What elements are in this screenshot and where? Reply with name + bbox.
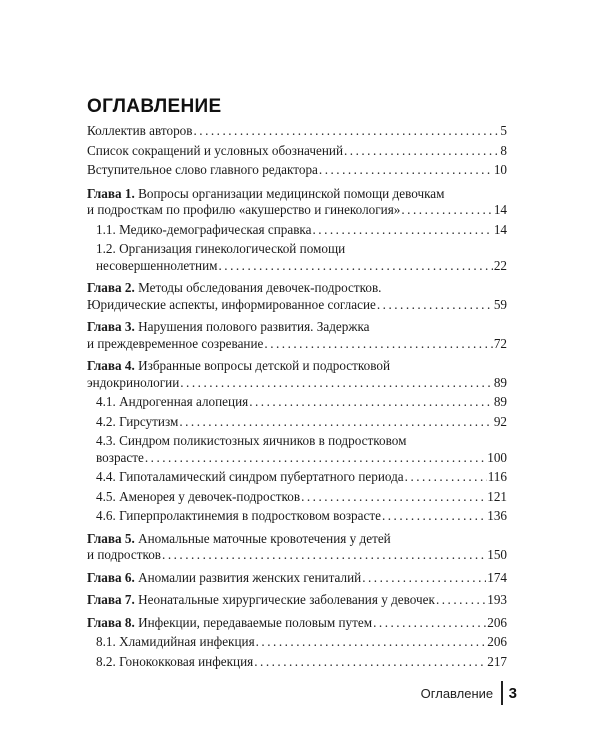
toc-page-number: 14: [493, 221, 507, 237]
dot-leader: [218, 258, 492, 275]
toc-entry-line: [87, 547, 507, 564]
toc-section-entry[interactable]: [87, 433, 507, 466]
toc-entry-title: Список сокращений и условных обозначений: [87, 142, 343, 158]
toc-entry-text: [96, 241, 345, 258]
toc-entry-line: [87, 162, 507, 179]
toc-entry[interactable]: [87, 143, 507, 160]
toc-entry-text: [87, 162, 318, 179]
toc-entry-line: [87, 123, 507, 140]
toc-page-number: 150: [487, 547, 507, 562]
dot-leader: [401, 202, 492, 219]
toc-section-entry[interactable]: [87, 222, 507, 239]
toc-entry-title: Инфекции, передаваемые половым путем: [138, 614, 373, 630]
dot-leader: [301, 489, 486, 506]
dot-leader: [145, 450, 486, 467]
toc-entry-text: [87, 319, 370, 336]
dot-leader: [194, 123, 500, 140]
toc-entry-text: [87, 375, 179, 392]
toc-entry-line: [96, 508, 507, 525]
toc-entry-line: [87, 297, 507, 314]
toc-page-number: 136: [487, 508, 507, 523]
dot-leader: [162, 547, 486, 564]
toc-page-number: 89: [493, 374, 507, 390]
toc-entry-title: Аномалии развития женских гениталий: [138, 569, 362, 585]
toc-page-number: 116: [487, 469, 507, 484]
toc-page-number: 8: [500, 142, 507, 158]
toc-entry-title: Избранные вопросы детской и подростковой: [138, 358, 391, 373]
chapter-label: Глава 6.: [87, 569, 135, 585]
toc-page-number: 206: [487, 614, 507, 630]
toc-entry-text: [96, 634, 255, 651]
toc-entry-line: [96, 414, 507, 431]
toc-entry-title: эндокринологии: [87, 374, 180, 390]
chapter-label: Глава 8.: [87, 614, 135, 630]
toc-entry-title: Вопросы организации медицинской помощи девочкам: [138, 185, 445, 201]
toc-chapter-entry[interactable]: [87, 319, 507, 352]
toc-entry-line: [87, 143, 507, 160]
toc-entry-line: [96, 222, 507, 239]
toc-chapter-entry[interactable]: [87, 592, 507, 609]
dot-leader: [436, 592, 486, 609]
toc-section-entry[interactable]: [87, 508, 507, 525]
toc-entry-line: [87, 202, 507, 219]
toc-chapter-entry[interactable]: [87, 615, 507, 632]
toc-entry[interactable]: [87, 123, 507, 140]
toc-entry-text: [87, 531, 391, 548]
toc-entry-title: несовершеннолетним: [96, 257, 218, 273]
toc-entry-title: 4.6. Гиперпролактинемия в подростковом возрасте: [96, 508, 381, 523]
toc-entry-line: [87, 615, 507, 632]
toc-entry-line: [96, 489, 507, 506]
toc-entry-title: 4.1. Андрогенная алопеция: [96, 394, 249, 409]
toc-page-number: 10: [493, 162, 507, 177]
toc-entry-text: [87, 280, 381, 297]
toc-chapter-entry[interactable]: [87, 358, 507, 391]
page-footer: [421, 681, 517, 705]
toc-entry-line: [87, 531, 507, 548]
toc-entry-title: 8.1. Хламидийная инфекция: [96, 634, 255, 649]
toc-entry-text: [96, 258, 217, 275]
toc-page-number: 22: [493, 257, 507, 273]
running-footer-label: Оглавление: [420, 685, 494, 701]
toc-entry-title: 4.2. Гирсутизм: [96, 413, 179, 429]
toc-chapter-entry[interactable]: [87, 186, 507, 219]
toc-page-number: 72: [493, 335, 507, 351]
footer-divider: [501, 681, 503, 705]
toc-entry-title: Аномальные маточные кровотечения у детей: [138, 530, 391, 546]
toc-entry-text: [96, 469, 404, 486]
toc-entry-line: [96, 469, 507, 486]
toc-entry-line: [87, 358, 507, 375]
toc-chapter-entry[interactable]: [87, 280, 507, 313]
toc-entry-text: [87, 615, 372, 632]
toc-entry-text: [87, 358, 390, 375]
toc-entry[interactable]: [87, 162, 507, 179]
chapter-label: Глава 7.: [87, 592, 135, 607]
toc-entry-line: [96, 394, 507, 411]
toc-entry-text: [96, 489, 300, 506]
toc-page-number: 206: [487, 634, 507, 649]
dot-leader: [362, 570, 486, 587]
toc-section-entry[interactable]: [87, 241, 507, 274]
dot-leader: [344, 143, 499, 160]
toc-page-number: 92: [493, 413, 507, 429]
toc-entry-line: [96, 258, 507, 275]
dot-leader: [264, 336, 492, 353]
toc-entry-title: Вступительное слово главного редактора: [87, 162, 318, 177]
toc-entry-line: [96, 450, 507, 467]
toc-entry-text: [87, 202, 400, 219]
toc-chapter-entry[interactable]: [87, 570, 507, 587]
chapter-label: Глава 3.: [87, 319, 135, 334]
toc-heading: ОГЛАВЛЕНИЕ: [87, 96, 222, 117]
toc-entry-line: [96, 634, 507, 651]
dot-leader: [377, 297, 493, 314]
toc-entry-line: [87, 319, 507, 336]
toc-page-number: 174: [487, 569, 507, 585]
toc-entry-line: [87, 280, 507, 297]
toc-entry-title: и подросткам по профилю «акушерство и гинекология»: [87, 202, 401, 217]
toc-section-entry[interactable]: [87, 489, 507, 506]
toc-entry-text: [87, 592, 435, 609]
toc-entry-line: [87, 186, 507, 203]
toc-entry-text: [87, 143, 343, 160]
toc-page-number: 89: [493, 394, 507, 409]
toc-entry-title: и преждевременное созревание: [87, 335, 264, 351]
toc-entry-title: 4.5. Аменорея у девочек-подростков: [96, 488, 301, 504]
dot-leader: [373, 615, 486, 632]
toc-page-number: 217: [487, 653, 507, 669]
toc-entry-text: [96, 394, 248, 411]
toc-page-number: 59: [493, 296, 507, 312]
toc-chapter-entry[interactable]: [87, 531, 507, 564]
toc-entry-line: [87, 336, 507, 353]
page-number: 3: [508, 684, 517, 702]
toc-page-number: 14: [493, 202, 507, 217]
toc-entry-text: [87, 570, 361, 587]
toc-entry-title: Юридические аспекты, информированное согласие: [87, 296, 376, 312]
dot-leader: [180, 375, 493, 392]
chapter-label: Глава 1.: [87, 185, 135, 201]
toc-entry-title: 1.2. Организация гинекологической помощи: [96, 241, 346, 256]
toc-entry-text: [96, 414, 178, 431]
toc-section-entry[interactable]: [87, 414, 507, 431]
dot-leader: [382, 508, 486, 525]
toc-entry-line: [87, 375, 507, 392]
toc-entry-title: Неонатальные хирургические заболевания у девочек: [138, 592, 435, 607]
toc-entry-title: возрасте: [96, 449, 144, 465]
toc-entry-text: [96, 450, 144, 467]
toc-section-entry[interactable]: [87, 634, 507, 651]
toc-entry-text: [96, 222, 312, 239]
toc-entry-title: Методы обследования девочек-подростков.: [138, 280, 382, 295]
toc-entry-title: Коллектив авторов: [87, 123, 193, 138]
toc-entry-title: Нарушения полового развития. Задержка: [138, 319, 370, 334]
table-of-contents: [87, 120, 507, 670]
dot-leader: [249, 394, 493, 411]
toc-entry-line: [96, 433, 507, 450]
toc-entry-text: [87, 336, 263, 353]
dot-leader: [319, 162, 493, 179]
toc-entry-title: 4.3. Синдром поликистозных яичников в подростковом: [96, 433, 407, 448]
dot-leader: [179, 414, 493, 431]
toc-entry-title: 1.1. Медико-демографическая справка: [96, 221, 312, 237]
toc-entry-text: [96, 433, 406, 450]
toc-page-number: 5: [500, 123, 507, 138]
toc-entry-text: [96, 654, 253, 671]
toc-section-entry[interactable]: [87, 394, 507, 411]
toc-entry-text: [96, 508, 381, 525]
toc-entry-line: [96, 241, 507, 258]
toc-entry-title: 8.2. Гонококковая инфекция: [96, 653, 254, 669]
dot-leader: [256, 634, 487, 651]
dot-leader: [313, 222, 493, 239]
chapter-label: Глава 5.: [87, 530, 135, 546]
toc-entry-line: [87, 592, 507, 609]
toc-section-entry[interactable]: [87, 654, 507, 671]
toc-page-number: 100: [487, 449, 507, 465]
toc-page-number: 121: [487, 488, 507, 504]
toc-entry-text: [87, 297, 376, 314]
toc-entry-line: [96, 654, 507, 671]
toc-entry-text: [87, 186, 445, 203]
toc-entry-text: [87, 123, 193, 140]
chapter-label: Глава 2.: [87, 280, 135, 295]
toc-entry-title: и подростков: [87, 547, 162, 562]
chapter-label: Глава 4.: [87, 358, 135, 373]
toc-section-entry[interactable]: [87, 469, 507, 486]
dot-leader: [405, 469, 487, 486]
toc-entry-text: [87, 547, 161, 564]
dot-leader: [254, 654, 486, 671]
toc-entry-title: 4.4. Гипоталамический синдром пубертатного периода: [96, 469, 404, 484]
toc-page-number: 193: [487, 592, 507, 607]
toc-entry-line: [87, 570, 507, 587]
